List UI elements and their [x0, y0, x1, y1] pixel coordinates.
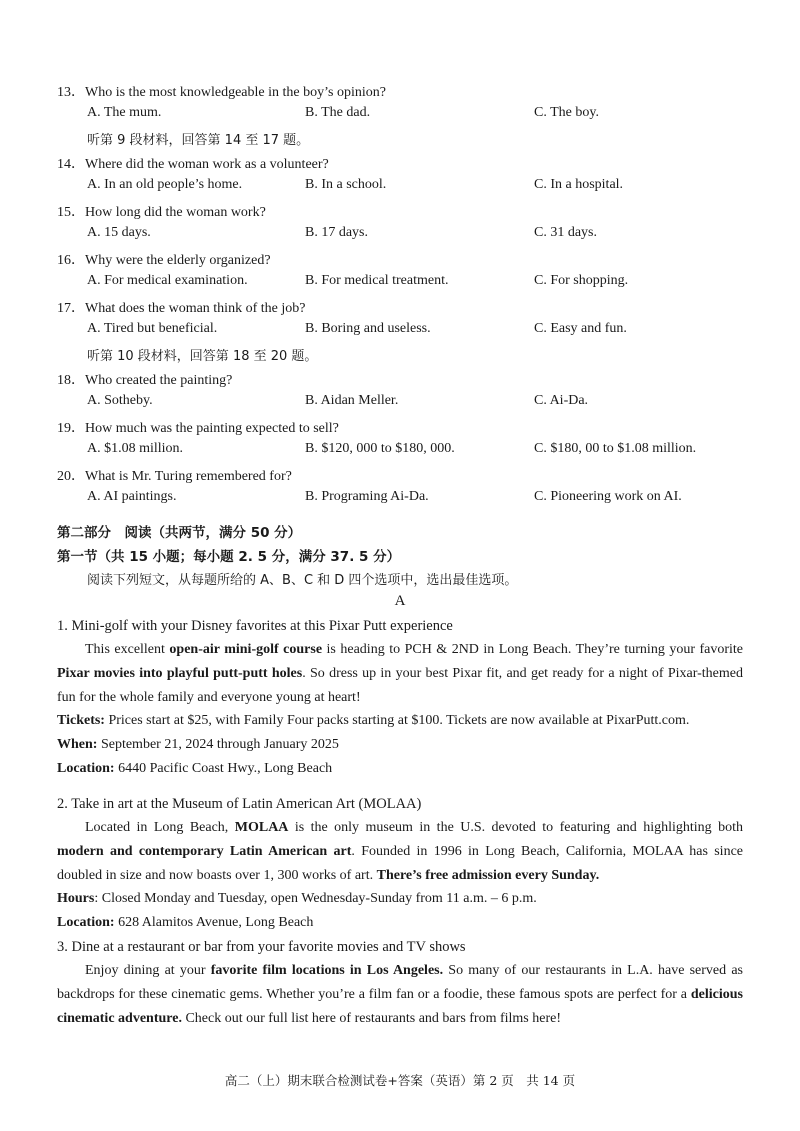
- part-title: 第二部分 阅读（共两节，满分 50 分）: [57, 525, 302, 541]
- question-18: [57, 369, 232, 389]
- question-17: [57, 297, 305, 317]
- question-16: [57, 249, 271, 269]
- question-number: 13．: [57, 85, 85, 100]
- question-text: Where did the woman work as a volunteer?: [85, 157, 329, 172]
- options-14: [87, 177, 767, 197]
- item-1-title: 1. Mini-golf with your Disney favorites at this Pixar Putt experience: [57, 618, 453, 634]
- option-b: B. Programing Ai-Da.: [305, 489, 429, 504]
- item-2-location: Location: 628 Alamitos Avenue, Long Beach: [57, 915, 314, 930]
- highlight: modern and contemporary Latin American art: [57, 844, 352, 859]
- item-2-hours: Hours: Closed Monday and Tuesday, open Wednesday-Sunday from 11 a.m. – 6 p.m.: [57, 891, 537, 906]
- options-18: [87, 393, 767, 413]
- highlight: Pixar movies into playful putt-putt holes: [57, 666, 303, 681]
- options-19: [87, 441, 767, 461]
- item-3-title: 3. Dine at a restaurant or bar from your favorite movies and TV shows: [57, 939, 466, 955]
- question-20: [57, 465, 292, 485]
- option-b: B. Boring and useless.: [305, 321, 431, 336]
- question-19: [57, 417, 339, 437]
- question-text: Who created the painting?: [85, 373, 233, 388]
- item-3-paragraph: Enjoy dining at your favorite film locations in Los Angeles. So many of our restaurants in L.A. have served as backdrops for these cinematic gems. Whether you’re a film fan or a foodie, these famous spots are perfect for a delicious cinematic adventure. Check out our full list here of restaurants and bars from films here!: [57, 963, 743, 1026]
- option-c: C. The boy.: [534, 105, 599, 120]
- option-c: C. Pioneering work on AI.: [534, 489, 682, 504]
- item-2-title: 2. Take in art at the Museum of Latin American Art (MOLAA): [57, 796, 422, 812]
- question-13: [57, 81, 386, 101]
- section-instruction-9: 听第 9 段材料，回答第 14 至 17 题。: [87, 133, 310, 148]
- question-number: 15．: [57, 205, 85, 220]
- option-c: C. In a hospital.: [534, 177, 624, 192]
- question-text: What does the woman think of the job?: [85, 301, 306, 316]
- reading-instruction: 阅读下列短文，从每题所给的 A、B、C 和 D 四个选项中，选出最佳选项。: [87, 573, 518, 588]
- highlight: favorite film locations in Los Angeles.: [210, 963, 444, 978]
- question-number: 19．: [57, 421, 85, 436]
- option-b: B. The dad.: [305, 105, 371, 120]
- option-a: A. AI paintings.: [87, 489, 177, 504]
- highlight: There’s free admission every Sunday.: [376, 868, 600, 883]
- passage-label: A: [394, 593, 406, 609]
- question-text: How much was the painting expected to sell?: [85, 421, 339, 436]
- option-a: A. Tired but beneficial.: [87, 321, 218, 336]
- option-a: A. $1.08 million.: [87, 441, 184, 456]
- section-title: 第一节（共 15 小题；每小题 2. 5 分，满分 37. 5 分）: [57, 549, 401, 565]
- option-a: A. For medical examination.: [87, 273, 248, 288]
- question-number: 17．: [57, 301, 85, 316]
- option-b: B. Aidan Meller.: [305, 393, 399, 408]
- option-b: B. $120, 000 to $180, 000.: [305, 441, 455, 456]
- label: Hours: [57, 891, 95, 906]
- option-a: A. The mum.: [87, 105, 162, 120]
- options-15: [87, 225, 767, 245]
- item-1-tickets: Tickets: Prices start at $25, with Family Four packs starting at $100. Tickets are now available at PixarPutt.com.: [57, 713, 690, 728]
- option-c: C. Easy and fun.: [534, 321, 627, 336]
- option-c: C. 31 days.: [534, 225, 597, 240]
- options-20: [87, 489, 767, 509]
- item-1-paragraph: This excellent open-air mini-golf course is heading to PCH & 2ND in Long Beach. They’re turning your favorite Pixar movies into playful putt-putt holes. So dress up in your best Pixar fit, and get ready for a night of Pixar-themed fun for the whole family and everyone young at heart!: [57, 642, 744, 705]
- label: Location:: [57, 915, 115, 930]
- option-b: B. 17 days.: [305, 225, 368, 240]
- option-a: A. 15 days.: [87, 225, 151, 240]
- item-1-location: Location: 6440 Pacific Coast Hwy., Long Beach: [57, 761, 333, 776]
- question-text: How long did the woman work?: [85, 205, 266, 220]
- question-14: [57, 153, 329, 173]
- highlight: open-air mini-golf course: [169, 642, 323, 657]
- option-a: A. Sotheby.: [87, 393, 153, 408]
- question-text: Why were the elderly organized?: [85, 253, 271, 268]
- options-13: [87, 105, 767, 125]
- option-c: C. $180, 00 to $1.08 million.: [534, 441, 697, 456]
- question-number: 18．: [57, 373, 85, 388]
- question-number: 14．: [57, 157, 85, 172]
- label: When:: [57, 737, 98, 752]
- question-text: Who is the most knowledgeable in the boy’s opinion?: [85, 85, 386, 100]
- label: Tickets:: [57, 713, 105, 728]
- question-number: 20．: [57, 469, 85, 484]
- item-2-paragraph: Located in Long Beach, MOLAA is the only museum in the U.S. devoted to featuring and highlighting both modern and contemporary Latin American art. Founded in 1996 in Long Beach, California, MOLAA has since doubled in size and now boasts over 1, 300 works of art. There’s free admission every Sunday.: [57, 820, 744, 883]
- question-text: What is Mr. Turing remembered for?: [85, 469, 292, 484]
- option-b: B. In a school.: [305, 177, 387, 192]
- label: Location:: [57, 761, 115, 776]
- question-number: 16．: [57, 253, 85, 268]
- options-16: [87, 273, 767, 293]
- options-17: [87, 321, 767, 341]
- option-b: B. For medical treatment.: [305, 273, 449, 288]
- highlight: delicious cinematic adventure.: [57, 987, 743, 1026]
- option-c: C. For shopping.: [534, 273, 629, 288]
- section-instruction-10: 听第 10 段材料，回答第 18 至 20 题。: [87, 349, 318, 364]
- item-1-when: When: September 21, 2024 through January 2025: [57, 737, 339, 752]
- highlight: MOLAA: [234, 820, 289, 835]
- page-footer: 高二（上）期末联合检测试卷+答案（英语）第 2 页 共 14 页: [224, 1073, 576, 1088]
- option-a: A. In an old people’s home.: [87, 177, 243, 192]
- question-15: [57, 201, 266, 221]
- option-c: C. Ai-Da.: [534, 393, 589, 408]
